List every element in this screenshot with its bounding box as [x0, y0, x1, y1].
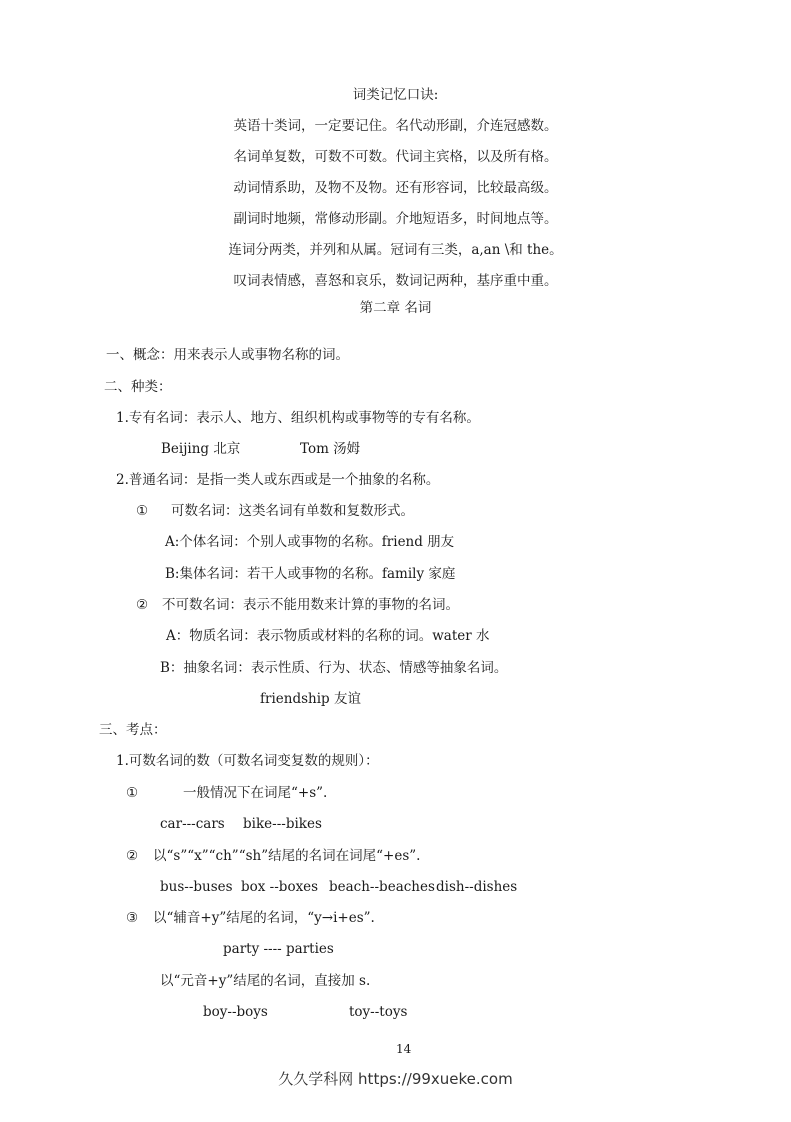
uncountable-line: 不可数名词：表示不能用数来计算的事物的名词。 — [162, 597, 459, 613]
concept-line: 一、概念：用来表示人或事物名称的词。 — [106, 347, 349, 363]
rule2-example: box --boxes — [241, 879, 319, 895]
rule3-example: party ---- parties — [223, 941, 334, 957]
rule2-example: dish--dishes — [436, 879, 518, 895]
vowel-y-rule-line: 以“元音+y”结尾的名词，直接加 s. — [160, 973, 371, 989]
vowel-y-example: toy--toys — [349, 1004, 408, 1020]
proper-example: Beijing 北京 — [161, 441, 241, 457]
rule2-line: 以“s”“x”“ch”“sh”结尾的名词在词尾“+es”. — [153, 848, 421, 864]
rule2-marker: ② — [126, 848, 139, 864]
rule1-marker: ① — [126, 785, 139, 801]
rule3-marker: ③ — [126, 910, 139, 926]
points-heading: 三、考点： — [99, 722, 167, 738]
material-noun-line: A：物质名词：表示物质或材料的名称的词。water 水 — [166, 628, 490, 644]
plural-rule-title: 1.可数名词的数（可数名词变复数的规则）： — [116, 753, 379, 769]
common-noun-line: 2.普通名词：是指一类人或东西或是一个抽象的名称。 — [116, 472, 440, 488]
collective-noun-line: B:集体名词：若干人或事物的名称。family 家庭 — [165, 566, 456, 582]
mnemonic-line: 动词情系助，及物不及物。还有形容词，比较最高级。 — [233, 180, 558, 196]
vowel-y-example: boy--boys — [203, 1004, 268, 1020]
rule3-line: 以“辅音+y”结尾的名词，“y→i+es”. — [153, 910, 375, 926]
abstract-noun-line: B：抽象名词：表示性质、行为、状态、情感等抽象名词。 — [160, 660, 508, 676]
countable-marker: ① — [136, 503, 149, 519]
proper-example: Tom 汤姆 — [300, 441, 361, 457]
chapter-title: 第二章 名词 — [359, 300, 432, 316]
rule1-example: bike---bikes — [243, 816, 322, 832]
rule1-example: car---cars — [160, 816, 225, 832]
mnemonic-line: 英语十类词，一定要记住。名代动形副，介连冠感数。 — [233, 118, 558, 134]
countable-line: 可数名词：这类名词有单数和复数形式。 — [171, 503, 414, 519]
types-heading: 二、种类： — [104, 379, 172, 395]
individual-noun-line: A:个体名词：个别人或事物的名称。friend 朋友 — [165, 534, 455, 550]
mnemonic-line: 副词时地频，常修动形副。介地短语多，时间地点等。 — [233, 211, 558, 227]
uncountable-marker: ② — [136, 597, 149, 613]
rule2-example: bus--buses — [160, 879, 233, 895]
mnemonic-line: 连词分两类，并列和从属。冠词有三类，a,an \和 the。 — [228, 242, 563, 258]
rule1-line: 一般情况下在词尾“+s”. — [183, 785, 328, 801]
mnemonic-title: 词类记忆口诀: — [352, 87, 439, 103]
mnemonic-line: 名词单复数，可数不可数。代词主宾格，以及所有格。 — [233, 149, 558, 165]
mnemonic-line: 叹词表情感，喜怒和哀乐，数词记两种，基序重中重。 — [233, 273, 558, 289]
abstract-example: friendship 友谊 — [260, 691, 361, 707]
site-footer: 久久学科网 https://99xueke.com — [278, 1070, 513, 1088]
page-number: 14 — [396, 1042, 412, 1056]
rule2-example: beach--beaches — [329, 879, 435, 895]
proper-noun-line: 1.专有名词：表示人、地方、组织机构或事物等的专有名称。 — [116, 410, 480, 426]
